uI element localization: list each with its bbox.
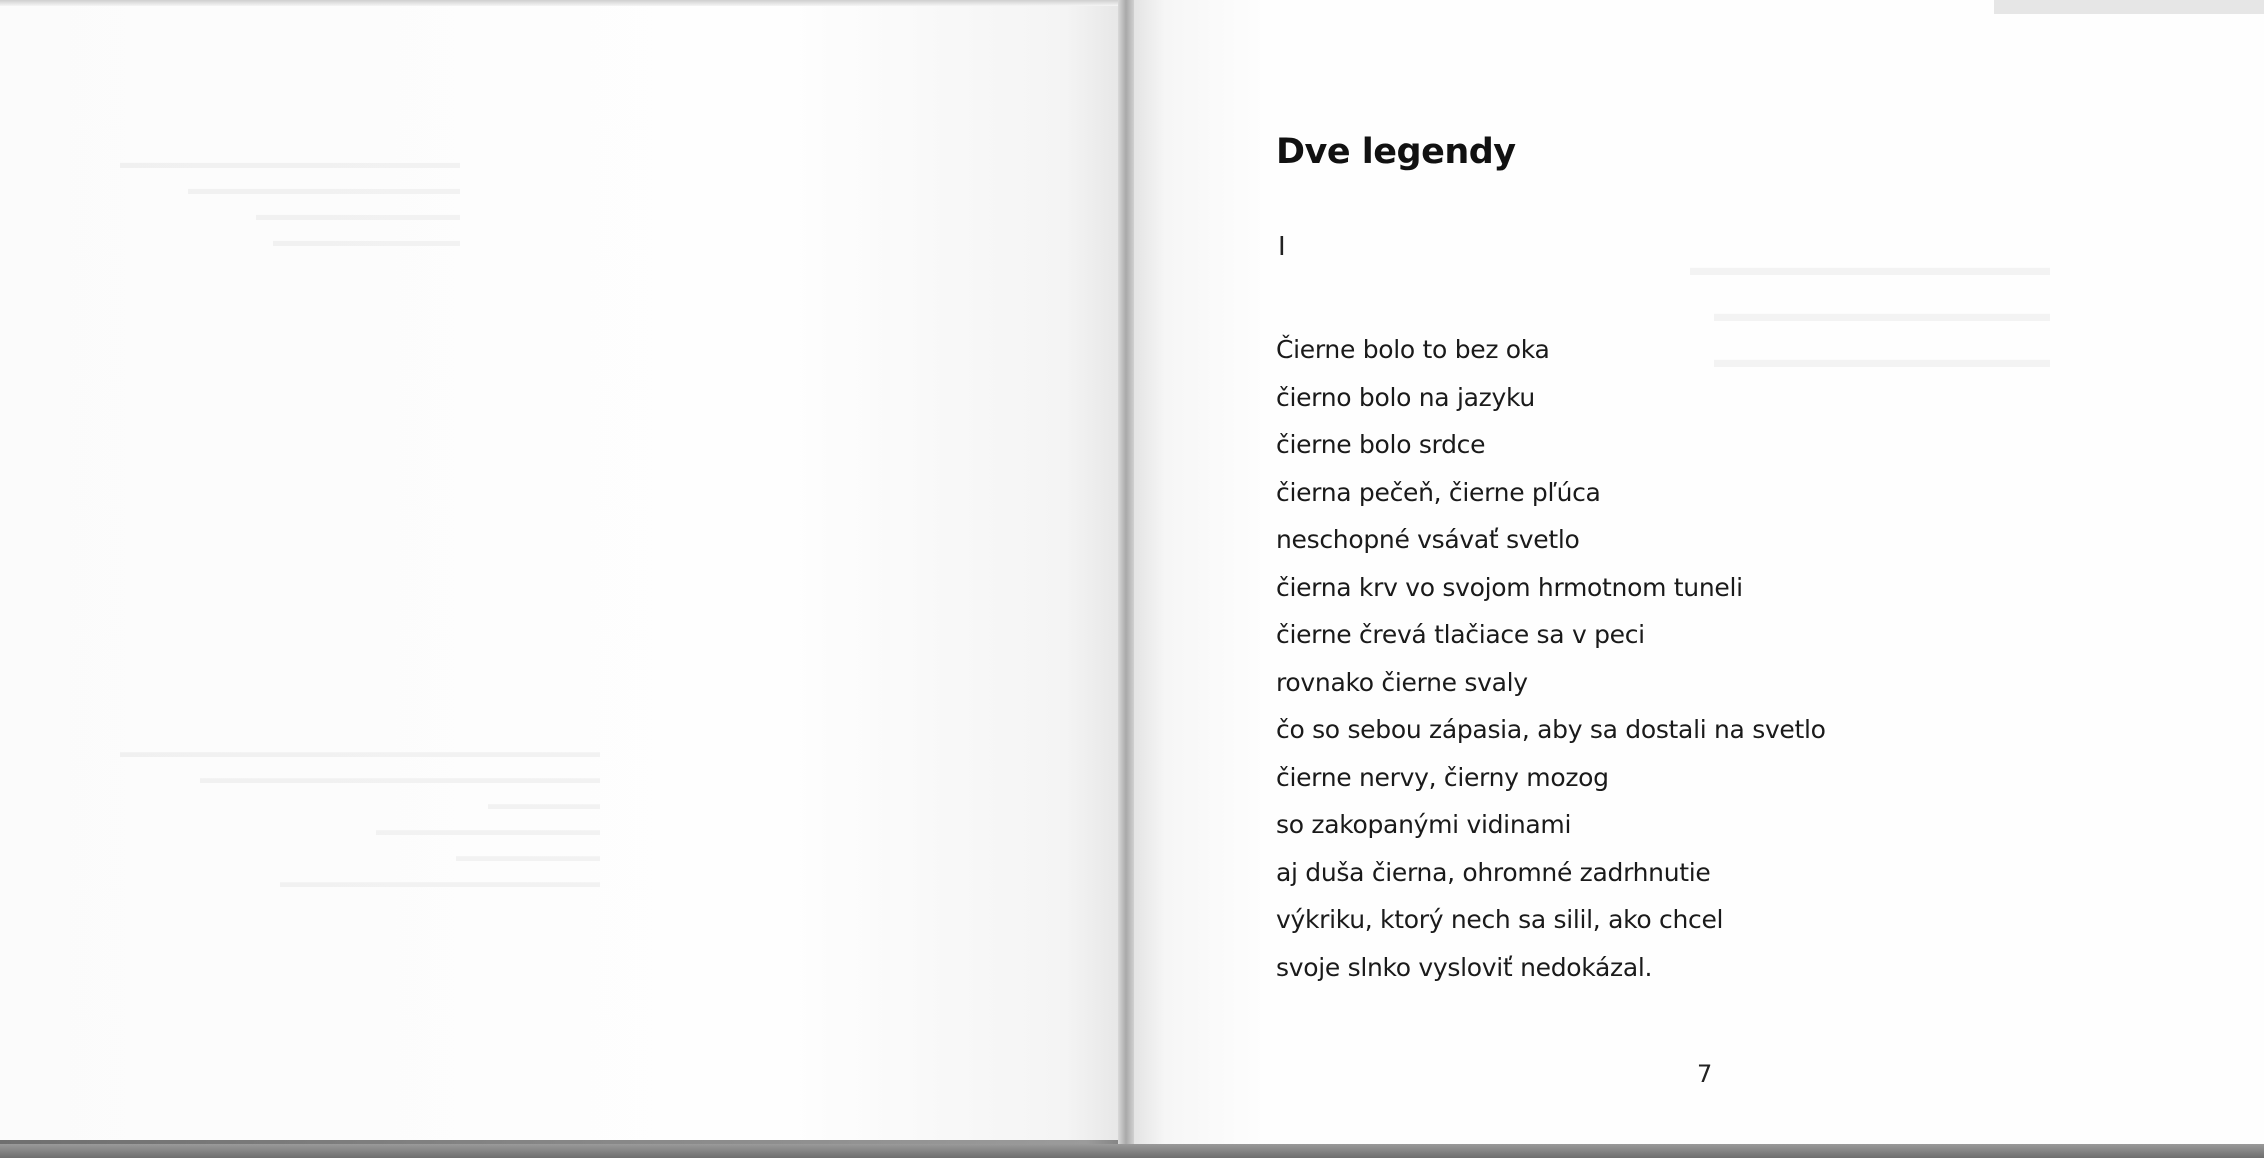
poem-line: čierno bolo na jazyku xyxy=(1276,382,1535,412)
poem-stanza xyxy=(1276,326,1826,991)
poem-line: rovnako čierne svaly xyxy=(1276,667,1528,697)
page-bottom-edge xyxy=(0,1144,2264,1158)
poem-line: výkriku, ktorý nech sa silil, ako chcel xyxy=(1276,905,1724,934)
poem-line: aj duša čierna, ohromné zadrhnutie xyxy=(1276,857,1711,887)
left-page xyxy=(0,0,1122,1140)
book-gutter xyxy=(1118,0,1134,1158)
poem-line: čo so sebou zápasia, aby sa dostali na svetlo xyxy=(1276,715,1826,744)
page-corner xyxy=(1994,0,2264,14)
poem-line: neschopné vsávať svetlo xyxy=(1276,525,1580,554)
left-page-top-edge xyxy=(0,0,1122,6)
poem-line: svoje slnko vysloviť nedokázal. xyxy=(1276,952,1653,982)
poem-line: čierna pečeň, čierne pľúca xyxy=(1276,477,1601,507)
section-number: I xyxy=(1278,232,1286,262)
page-number: 7 xyxy=(1697,1060,1713,1088)
poem-line: Čierne bolo to bez oka xyxy=(1276,335,1550,364)
poem-line: čierna krv vo svojom hrmotnom tuneli xyxy=(1276,572,1743,602)
poem-line: čierne črevá tlačiace sa v peci xyxy=(1276,620,1645,649)
poem-line: čierne bolo srdce xyxy=(1276,430,1486,459)
poem-line: čierne nervy, čierny mozog xyxy=(1276,762,1609,792)
poem-title: Dve legendy xyxy=(1276,132,1516,172)
poem-line: so zakopanými vidinami xyxy=(1276,810,1572,839)
